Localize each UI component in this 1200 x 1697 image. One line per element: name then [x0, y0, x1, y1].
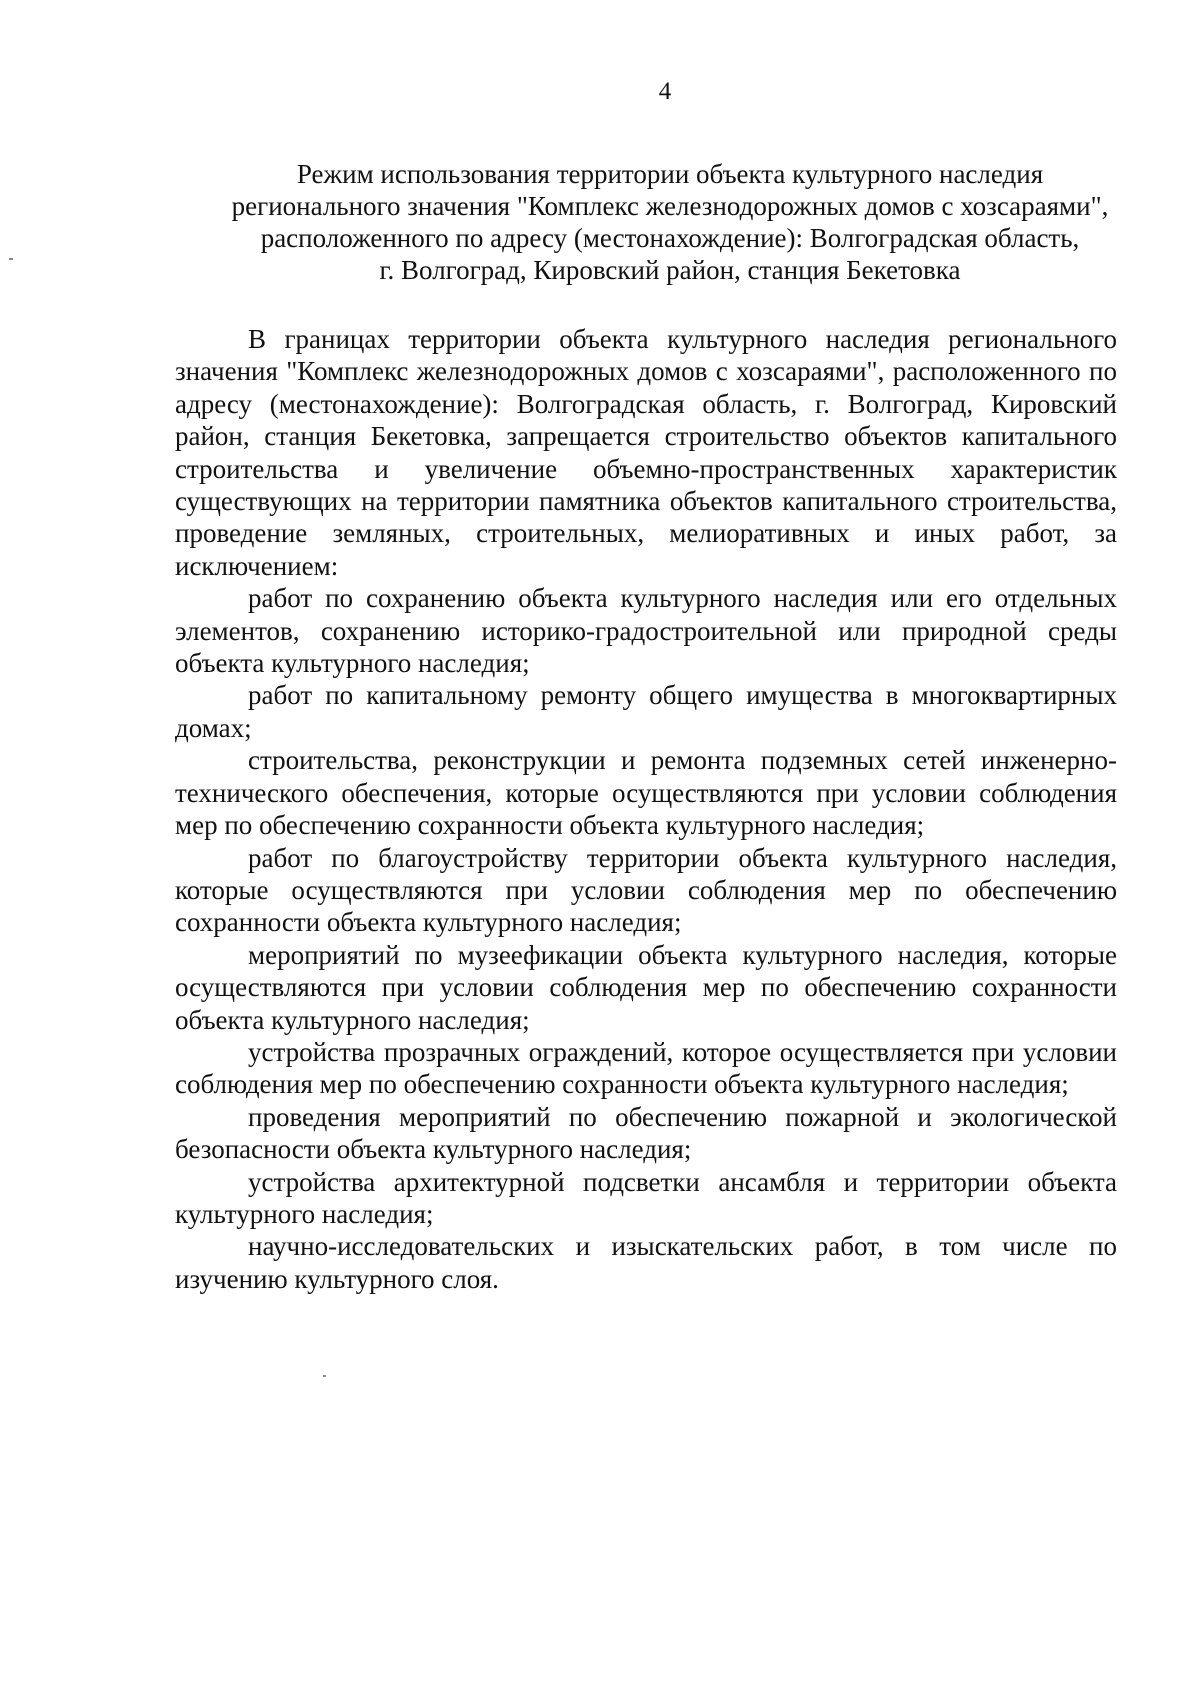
scan-speck [9, 258, 13, 260]
exception-item: строительства, реконструкции и ремонта подземных сетей инженерно-технического обеспечения, которые осуществляются при условии соблюдения мер по обеспечению сохранности объекта культурного наследия; [175, 745, 1117, 841]
page-number: 4 [658, 78, 672, 105]
title-line: регионального значения "Комплекс железнодорожных домов с хозсараями", [231, 191, 1109, 221]
exception-item: работ по капитальному ремонту общего имущества в многоквартирных домах; [175, 680, 1117, 743]
intro-paragraph: В границах территории объекта культурного наследия регионального значения "Комплекс железнодорожных домов с хозсараями", расположенного по адресу (местонахождение): Волгоградская область, г. Волгоград, Кировский район, станция Бекетовка, запрещается строительство объектов капитального строительства и увеличение объемно-пространственных характеристик существующих на территории памятника объектов капитального строительства, проведение земляных, строительных, мелиоративных и иных работ, за исключением: [175, 324, 1117, 581]
scan-speck [323, 1375, 326, 1377]
exception-item: научно-исследовательских и изыскательских работ, в том числе по изучению культурного слоя. [175, 1231, 1117, 1294]
exception-item: устройства прозрачных ограждений, которое осуществляется при условии соблюдения мер по обеспечению сохранности объекта культурного наследия; [175, 1036, 1117, 1100]
exception-item: работ по благоустройству территории объекта культурного наследия, которые осуществляются при условии соблюдения мер по обеспечению сохранности объекта культурного наследия; [175, 842, 1117, 938]
exception-item: мероприятий по музеефикации объекта культурного наследия, которые осуществляются при условии соблюдения мер по обеспечению сохранности объекта культурного наследия; [175, 939, 1117, 1035]
document-body [175, 323, 1117, 1295]
exception-item: работ по сохранению объекта культурного наследия или его отдельных элементов, сохранению историко-градостроительной или природной среды объекта культурного наследия; [175, 583, 1117, 679]
exception-item: проведения мероприятий по обеспечению пожарной и экологической безопасности объекта культурного наследия; [175, 1101, 1117, 1165]
title-line: г. Волгоград, Кировский район, станция Бекетовка [379, 255, 961, 285]
title-line: расположенного по адресу (местонахождение): Волгоградская область, [260, 223, 1080, 253]
title-line: Режим использования территории объекта культурного наследия [296, 159, 1044, 189]
exception-item: устройства архитектурной подсветки ансамбля и территории объекта культурного наследия; [175, 1166, 1117, 1229]
document-title [190, 158, 1150, 286]
